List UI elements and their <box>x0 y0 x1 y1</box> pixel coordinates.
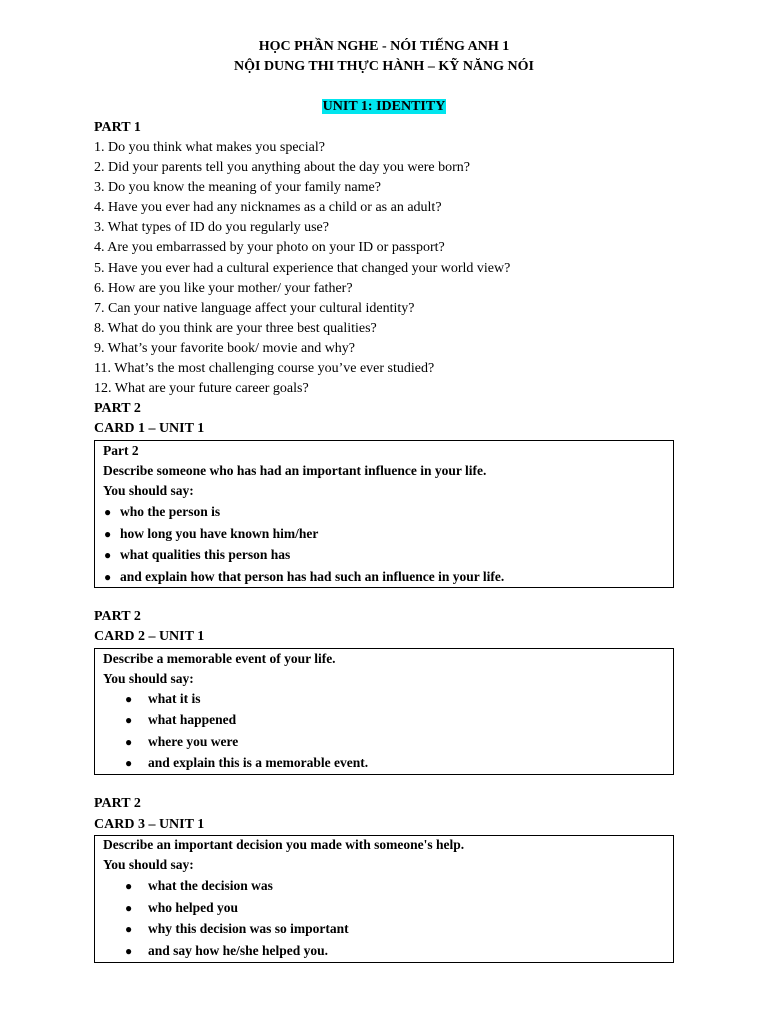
card2-prompt: Describe a memorable event of your life. <box>103 651 336 666</box>
document-title-line-1: HỌC PHẦN NGHE - NÓI TIẾNG ANH 1 <box>258 39 510 54</box>
question-item: 11. What’s the most challenging course you’ve ever studied? <box>94 361 435 377</box>
question-item: 1. Do you think what makes you special? <box>94 140 325 155</box>
question-item: 8. What do you think are your three best qualities? <box>94 320 377 336</box>
bullet-text: who helped you <box>148 900 239 915</box>
card2-part-label: PART 2 <box>94 609 141 624</box>
card1-part-label: PART 2 <box>94 401 141 416</box>
card2-should-say: You should say: <box>103 671 194 686</box>
unit-heading <box>0 98 768 116</box>
card1-box <box>94 440 674 588</box>
question-item: 4. Are you embarrassed by your photo on your ID or passport? <box>94 240 445 256</box>
part1-label: PART 1 <box>94 120 141 135</box>
bullet-icon: ● <box>125 901 133 915</box>
bullet-text: and explain how that person has had such an influence in your life. <box>120 569 505 584</box>
card1-box-part: Part 2 <box>103 443 139 458</box>
bullet-icon: ● <box>125 879 133 893</box>
bullet-text: and say how he/she helped you. <box>148 943 329 958</box>
bullet-icon: ● <box>125 944 133 958</box>
bullet-icon: ● <box>125 713 133 727</box>
card3-part-label: PART 2 <box>94 796 141 811</box>
bullet-icon: ● <box>125 922 133 936</box>
part1-question-list <box>94 138 510 399</box>
card3-box <box>94 835 674 963</box>
bullet-icon: ● <box>104 548 112 562</box>
bullet-text: where you were <box>148 734 239 749</box>
bullet-text: what the decision was <box>148 878 273 893</box>
question-item: 2. Did your parents tell you anything about the day you were born? <box>94 160 470 176</box>
question-item: 5. Have you ever had a cultural experience that changed your world view? <box>94 260 511 276</box>
card2-box <box>94 648 674 775</box>
question-item: 6. How are you like your mother/ your father? <box>94 280 353 296</box>
question-item: 3. What types of ID do you regularly use? <box>94 220 329 236</box>
card1-label: CARD 1 – UNIT 1 <box>94 421 205 436</box>
card1-prompt: Describe someone who has had an important influence in your life. <box>103 463 487 478</box>
bullet-text: how long you have known him/her <box>120 526 319 541</box>
question-item: 12. What are your future career goals? <box>94 381 309 397</box>
question-item: 7. Can your native language affect your cultural identity? <box>94 300 415 316</box>
question-item: 4. Have you ever had any nicknames as a child or as an adult? <box>94 200 442 216</box>
card2-label: CARD 2 – UNIT 1 <box>94 629 205 644</box>
card3-prompt: Describe an important decision you made with someone's help. <box>103 837 465 852</box>
bullet-icon: ● <box>104 570 112 584</box>
bullet-text: and explain this is a memorable event. <box>148 755 369 770</box>
bullet-icon: ● <box>125 692 133 706</box>
bullet-icon: ● <box>125 735 133 749</box>
question-item: 3. Do you know the meaning of your family name? <box>94 180 381 196</box>
bullet-icon: ● <box>104 505 112 519</box>
bullet-text: what it is <box>148 691 201 706</box>
bullet-text: what qualities this person has <box>120 547 291 562</box>
bullet-icon: ● <box>104 527 112 541</box>
card3-label: CARD 3 – UNIT 1 <box>94 817 205 832</box>
document-title-line-2: NỘI DUNG THI THỰC HÀNH – KỸ NĂNG NÓI <box>234 59 534 74</box>
card3-should-say: You should say: <box>103 857 194 872</box>
bullet-icon: ● <box>125 756 133 770</box>
bullet-text: why this decision was so important <box>148 921 349 936</box>
unit-heading-highlight: UNIT 1: IDENTITY <box>322 99 446 114</box>
question-item: 9. What’s your favorite book/ movie and why? <box>94 340 356 356</box>
bullet-text: what happened <box>148 712 237 727</box>
bullet-text: who the person is <box>120 504 221 519</box>
card1-should-say: You should say: <box>103 483 194 498</box>
